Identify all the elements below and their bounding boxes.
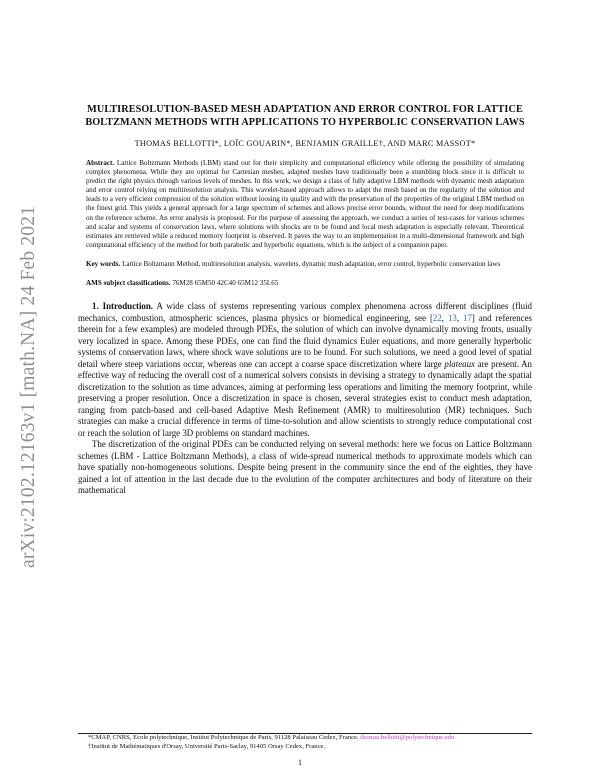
intro-paragraph-2: The discretization of the original PDEs can be conducted relying on several methods: here we focus on Lattice Boltzmann schemes (LBM - Lattice Boltzmann Methods), a class of wide-spread numerical methods to approximate models which can have spatially non-homogeneous solutions. Despite being present in the community since the end of the eighties, they have gained a lot of attention in the last decade due to the evolution of the computer architectures and body of literature on their mathematical xyxy=(78,439,532,496)
paper-authors: THOMAS BELLOTTI*, LOÏC GOUARIN*, BENJAMIN GRAILLE†, AND MARC MASSOT* xyxy=(134,139,476,148)
citation-link[interactable]: 22 xyxy=(432,312,442,323)
paper-title: MULTIRESOLUTION-BASED MESH ADAPTATION AND ERROR CONTROL FOR LATTICE BOLTZMANN METHODS WITH APPLICATIONS TO HYPERBOLIC CONSERVATION LAWS xyxy=(85,104,525,128)
page-number: 1 xyxy=(298,758,302,767)
ams-classifications xyxy=(78,279,532,287)
section-heading: 1. Introduction. xyxy=(92,301,154,312)
ams-label: AMS subject classifications. xyxy=(86,279,171,288)
abstract-text: Lattice Boltzmann Methods (LBM) stand out for their simplicity and computational efficiency while offering the possibility of simulating complex phenomena. While they are optimal for Cartesian meshes, adapted meshes have traditionally been a stumbling block since it is difficult to predict the right physics through various levels of meshes. In this work, we design a class of fully adaptive LBM methods with dynamic mesh adaptation and error control relying on multiresolution analysis. This wavelet-based approach allows to adapt the mesh based on the regularity of the solution and leads to a very efficient compression of the solution without loosing its quality and with the preservation of the properties of the original LBM method on the finest grid. This yields a general approach for a large spectrum of schemes and allows precise error bounds, without the need for deep modifications on the reference scheme. An error analysis is proposed. For the purpose of assessing the approach, we conduct a series of test-cases for various schemes and scalar and systems of conservation laws, where solutions with shocks are to be found and local mesh adaptation is especially relevant. Theoretical estimates are retrieved while a reduced memory footprint is observed. It paves the way to an implementation in a multi-dimensional framework and high computational efficiency of the method for both parabolic and hyperbolic equations, which is the subject of a companion paper. xyxy=(86,159,524,249)
footnote-1-text: *CMAP, CNRS, Ecole polytechnique, Institut Polytechnique de Paris, 91128 Palaiseau Cedex, France. xyxy=(88,734,359,741)
introduction-section xyxy=(78,301,532,497)
keywords-text: Lattice Boltzmann Method, multiresolution analysis, wavelets, dynamic mesh adaptation, error control, hyperbolic conservation laws xyxy=(122,259,501,268)
cite-separator: , xyxy=(456,312,464,323)
abstract-label: Abstract. xyxy=(86,159,115,167)
paper-page xyxy=(78,104,532,497)
keywords xyxy=(78,260,532,269)
email-link[interactable]: thomas.bellotti@polytechnique.edu xyxy=(360,734,455,741)
keywords-label: Key words. xyxy=(86,259,121,268)
arxiv-stamp-text: arXiv:2102.12163v1 [math.NA] 24 Feb 2021 xyxy=(18,205,39,568)
citation-link[interactable]: 13 xyxy=(447,312,457,323)
cite-separator: , xyxy=(441,312,448,323)
arxiv-stamp xyxy=(18,168,40,568)
intro-text-a: A wide class of systems representing various complex phenomena across different disciplines (fluid mechanics, combustion, atmospheric sciences, plasma physics or biomedical engineering, see [ xyxy=(78,301,532,323)
footnotes xyxy=(78,733,532,751)
citation-link[interactable]: 17 xyxy=(463,312,472,323)
intro-paragraph-1 xyxy=(78,301,532,439)
abstract xyxy=(78,159,532,250)
italic-term: plateaux xyxy=(444,358,475,369)
ams-text: 76M28 65M50 42C40 65M12 35L65 xyxy=(172,279,279,288)
footnote-1 xyxy=(78,734,532,743)
intro-text-c: are present. An effective way of reducing the overall cost of a numerical solvers consists in devising a strategy to dynamically adapt the spatial discretization to the solution as time advances, aiming at performing less operations and limiting the memory footprint, while preserving a proper resolution. Once a discretization in space is chosen, several strategies exist to conduct mesh adaptation, ranging from patch-based and cell-based Adaptive Mesh Refinement (AMR) to multiresolution (MR) techniques. Such strategies can make a crucial difference in terms of time-to-solution and allow scientists to strongly reduce computational cost or reach the solution of large 3D problems on standard machines. xyxy=(78,358,532,438)
intro-text-b: ] and references therein for a few examples) are modeled through PDEs, the solution of which can involve dynamically moving fronts, usually very localized in space. Among these PDEs, one can find the fluid dynamics Euler equations, and more generally hyperbolic systems of conservation laws, where shock wave solutions are to be found. For such solutions, we need a good level of spatial detail where steep variations occur, whereas one can accept a coarse space discretization where large xyxy=(78,312,533,369)
footnote-2: †Institut de Mathématiques d'Orsay, Université Paris-Saclay, 91405 Orsay Cedex, France. xyxy=(88,742,326,750)
